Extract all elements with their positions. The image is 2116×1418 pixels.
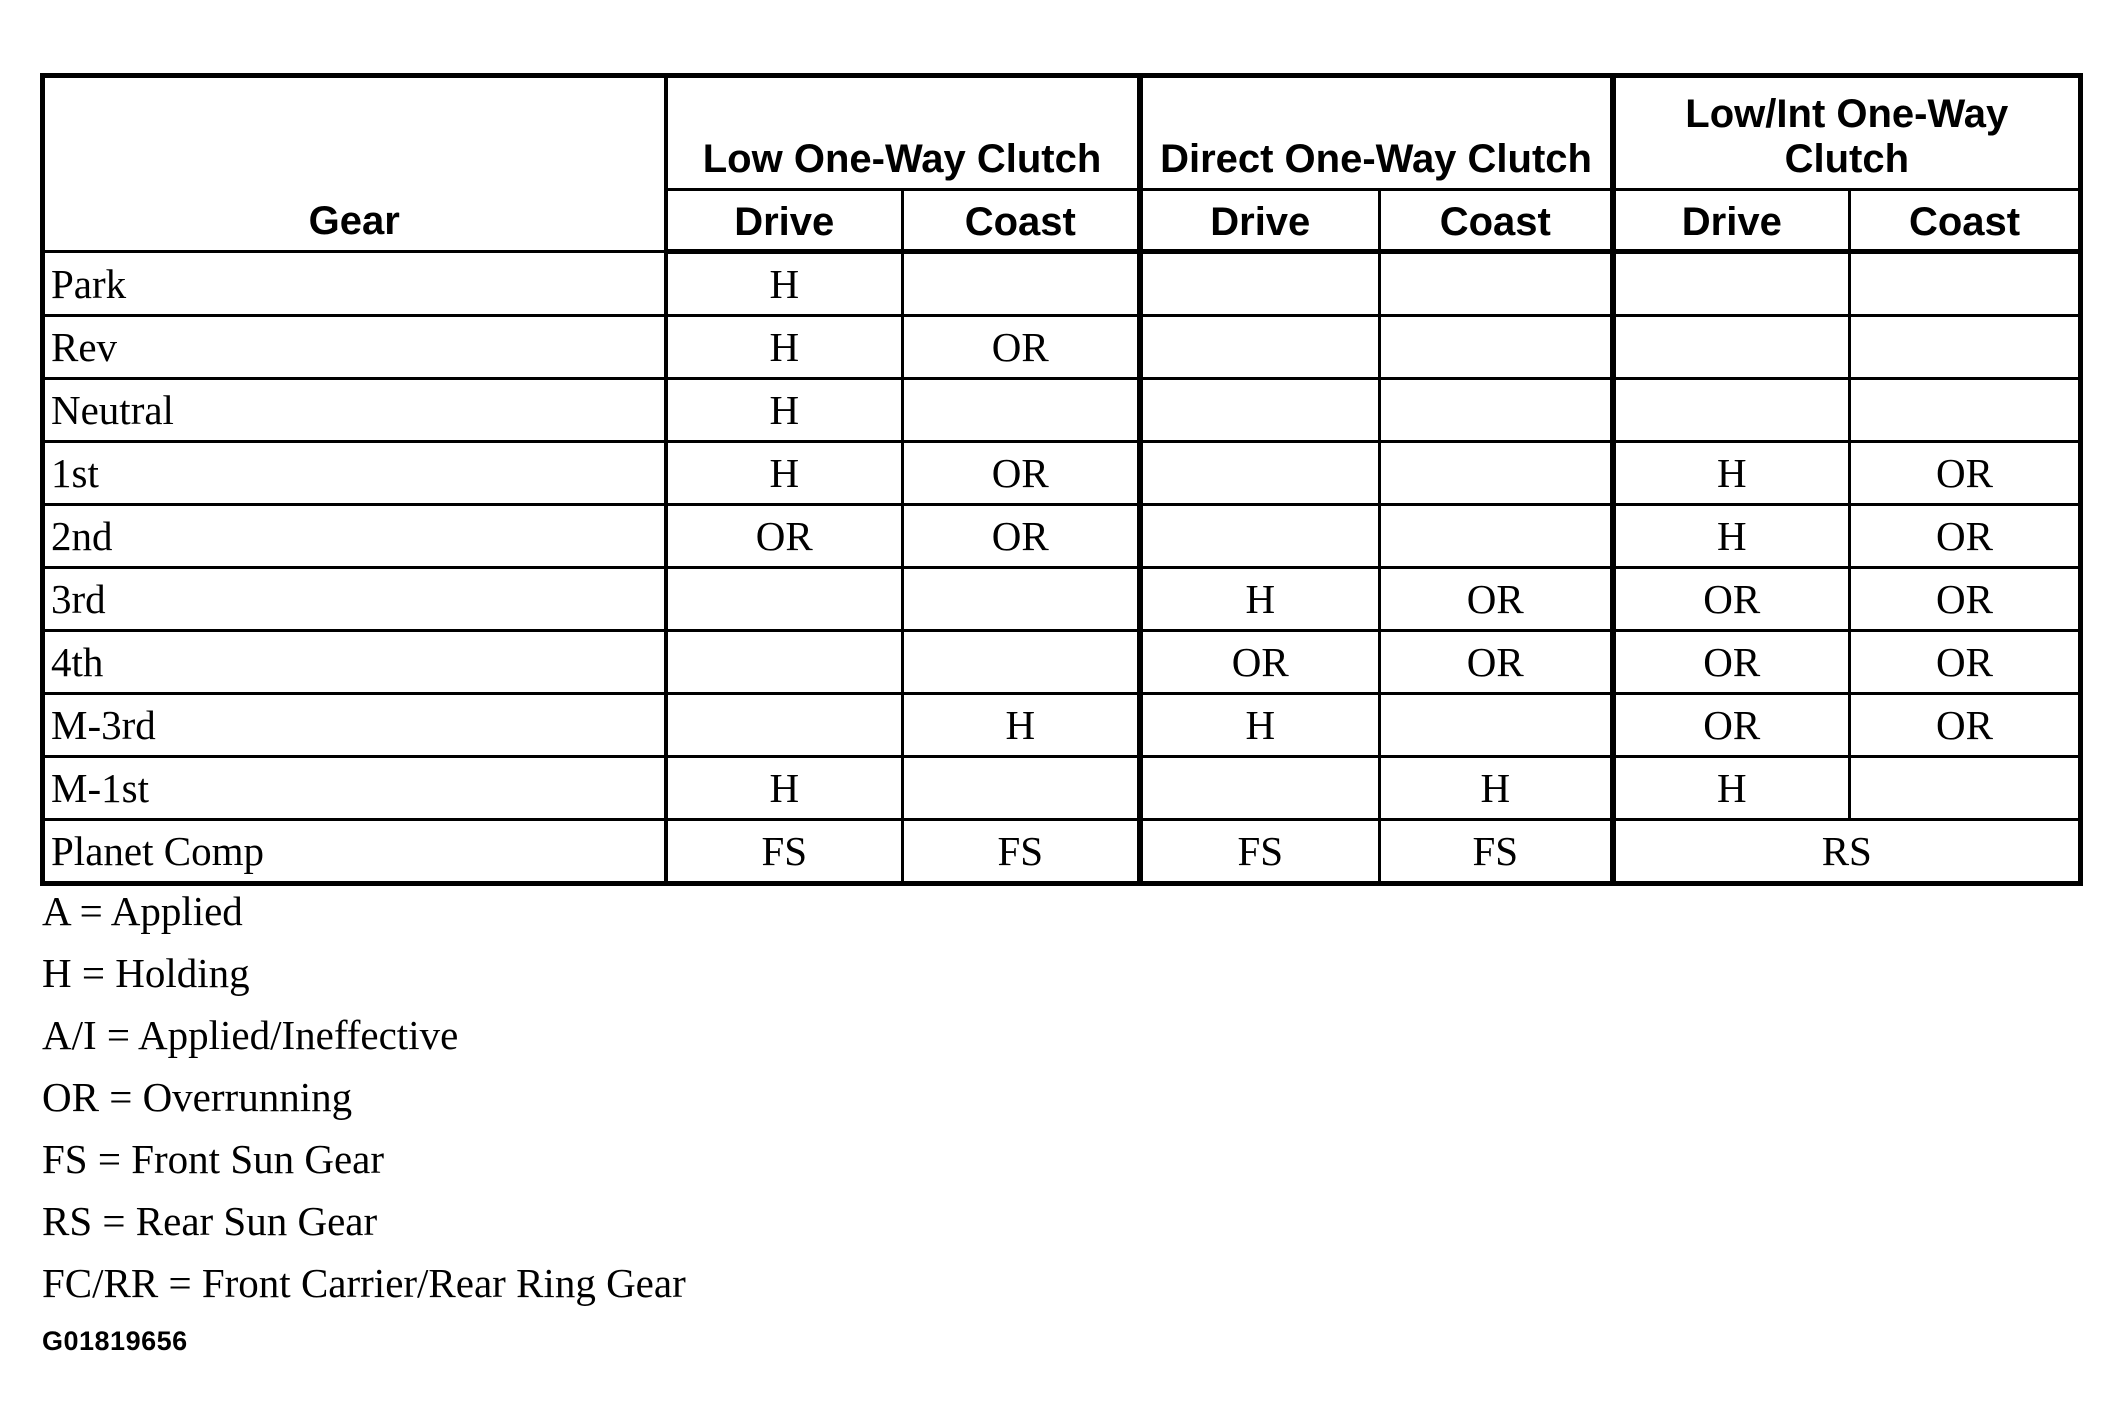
- value-cell: H: [1140, 568, 1380, 631]
- value-cell: OR: [903, 505, 1140, 568]
- value-cell: H: [1613, 757, 1850, 820]
- value-cell: H: [666, 252, 903, 316]
- value-cell: OR: [1140, 631, 1380, 694]
- value-cell: [1380, 505, 1613, 568]
- value-cell: [903, 631, 1140, 694]
- value-cell: [903, 568, 1140, 631]
- value-cell: [1850, 252, 2081, 316]
- value-cell: H: [666, 379, 903, 442]
- value-cell: FS: [666, 820, 903, 884]
- value-cell: [1380, 316, 1613, 379]
- value-cell: [1850, 316, 2081, 379]
- legend-item-holding: H = Holding: [42, 950, 250, 996]
- value-cell: FS: [1140, 820, 1380, 884]
- gear-header-cell: Gear: [43, 76, 666, 252]
- subheader-low-drive: Drive: [666, 190, 903, 252]
- table-row-park: [43, 252, 2081, 316]
- value-cell: OR: [666, 505, 903, 568]
- value-cell: [1380, 442, 1613, 505]
- group-header-direct-clutch: [1140, 76, 1613, 190]
- table-row-neutral: [43, 379, 2081, 442]
- table-row-4th: [43, 631, 2081, 694]
- group-header-low-int-label: Low/Int One-Way Clutch: [1685, 92, 2009, 181]
- value-cell: FS: [903, 820, 1140, 884]
- value-cell: [1140, 316, 1380, 379]
- table-row-m1st: [43, 757, 2081, 820]
- clutch-application-table: [40, 73, 2083, 886]
- group-header-low-label: Low One-Way Clutch: [702, 137, 1102, 181]
- gear-cell: 4th: [43, 631, 666, 694]
- value-cell: [1140, 252, 1380, 316]
- subheader-low-int-coast: Coast: [1850, 190, 2081, 252]
- value-cell: [1380, 694, 1613, 757]
- table-row-planet-comp: [43, 820, 2081, 884]
- value-cell: OR: [903, 442, 1140, 505]
- gear-cell: Park: [43, 252, 666, 316]
- legend-item-front-carrier-rear-ring-gear: FC/RR = Front Carrier/Rear Ring Gear: [42, 1260, 686, 1306]
- gear-cell: 2nd: [43, 505, 666, 568]
- value-cell: [1140, 442, 1380, 505]
- gear-cell: 1st: [43, 442, 666, 505]
- gear-cell: M-3rd: [43, 694, 666, 757]
- value-cell: [1140, 379, 1380, 442]
- legend-item-rear-sun-gear: RS = Rear Sun Gear: [42, 1198, 378, 1244]
- value-cell: H: [1613, 442, 1850, 505]
- value-cell: H: [666, 757, 903, 820]
- value-cell: H: [666, 442, 903, 505]
- value-cell: [666, 568, 903, 631]
- value-cell: FS: [1380, 820, 1613, 884]
- value-cell: [1140, 505, 1380, 568]
- subheader-low-int-drive: Drive: [1613, 190, 1850, 252]
- legend-item-applied: A = Applied: [42, 888, 243, 934]
- table-row-1st: [43, 442, 2081, 505]
- value-cell: H: [1613, 505, 1850, 568]
- legend: [42, 880, 686, 1357]
- value-cell: OR: [1850, 505, 2081, 568]
- subheader-low-coast: Coast: [903, 190, 1140, 252]
- value-cell: H: [666, 316, 903, 379]
- value-cell: [1850, 757, 2081, 820]
- value-cell: OR: [1380, 631, 1613, 694]
- table-row-2nd: [43, 505, 2081, 568]
- gear-cell: 3rd: [43, 568, 666, 631]
- value-cell: OR: [1380, 568, 1613, 631]
- gear-cell: Planet Comp: [43, 820, 666, 884]
- value-cell: [1613, 379, 1850, 442]
- subheader-direct-drive: Drive: [1140, 190, 1380, 252]
- figure-code: G01819656: [42, 1326, 188, 1356]
- gear-cell: Neutral: [43, 379, 666, 442]
- value-cell: [903, 379, 1140, 442]
- table-row-3rd: [43, 568, 2081, 631]
- value-cell: OR: [1850, 631, 2081, 694]
- value-cell: [1850, 379, 2081, 442]
- value-cell: [666, 631, 903, 694]
- gear-cell: Rev: [43, 316, 666, 379]
- group-header-low-int-clutch: [1613, 76, 2081, 190]
- value-cell: OR: [1613, 694, 1850, 757]
- value-cell: OR: [1613, 631, 1850, 694]
- table-row-rev: [43, 316, 2081, 379]
- value-cell: H: [903, 694, 1140, 757]
- value-cell: H: [1380, 757, 1613, 820]
- value-cell: [903, 757, 1140, 820]
- value-cell: OR: [1850, 442, 2081, 505]
- table-row-m3rd: [43, 694, 2081, 757]
- legend-item-front-sun-gear: FS = Front Sun Gear: [42, 1136, 385, 1182]
- subheader-direct-coast: Coast: [1380, 190, 1613, 252]
- legend-item-overrunning: OR = Overrunning: [42, 1074, 353, 1120]
- value-cell: OR: [1850, 568, 2081, 631]
- value-cell: OR: [1850, 694, 2081, 757]
- value-cell: OR: [903, 316, 1140, 379]
- value-cell: [1380, 379, 1613, 442]
- value-cell: [903, 252, 1140, 316]
- value-cell: OR: [1613, 568, 1850, 631]
- value-cell: [1613, 252, 1850, 316]
- gear-cell: M-1st: [43, 757, 666, 820]
- value-cell: [1380, 252, 1613, 316]
- value-cell: [666, 694, 903, 757]
- legend-item-applied-ineffective: A/I = Applied/Ineffective: [42, 1012, 459, 1058]
- value-cell: H: [1140, 694, 1380, 757]
- group-header-direct-label: Direct One-Way Clutch: [1160, 137, 1592, 181]
- group-header-low-clutch: [666, 76, 1140, 190]
- merged-rs-cell: RS: [1613, 820, 2081, 884]
- value-cell: [1140, 757, 1380, 820]
- value-cell: [1613, 316, 1850, 379]
- group-header-row: [43, 76, 2081, 190]
